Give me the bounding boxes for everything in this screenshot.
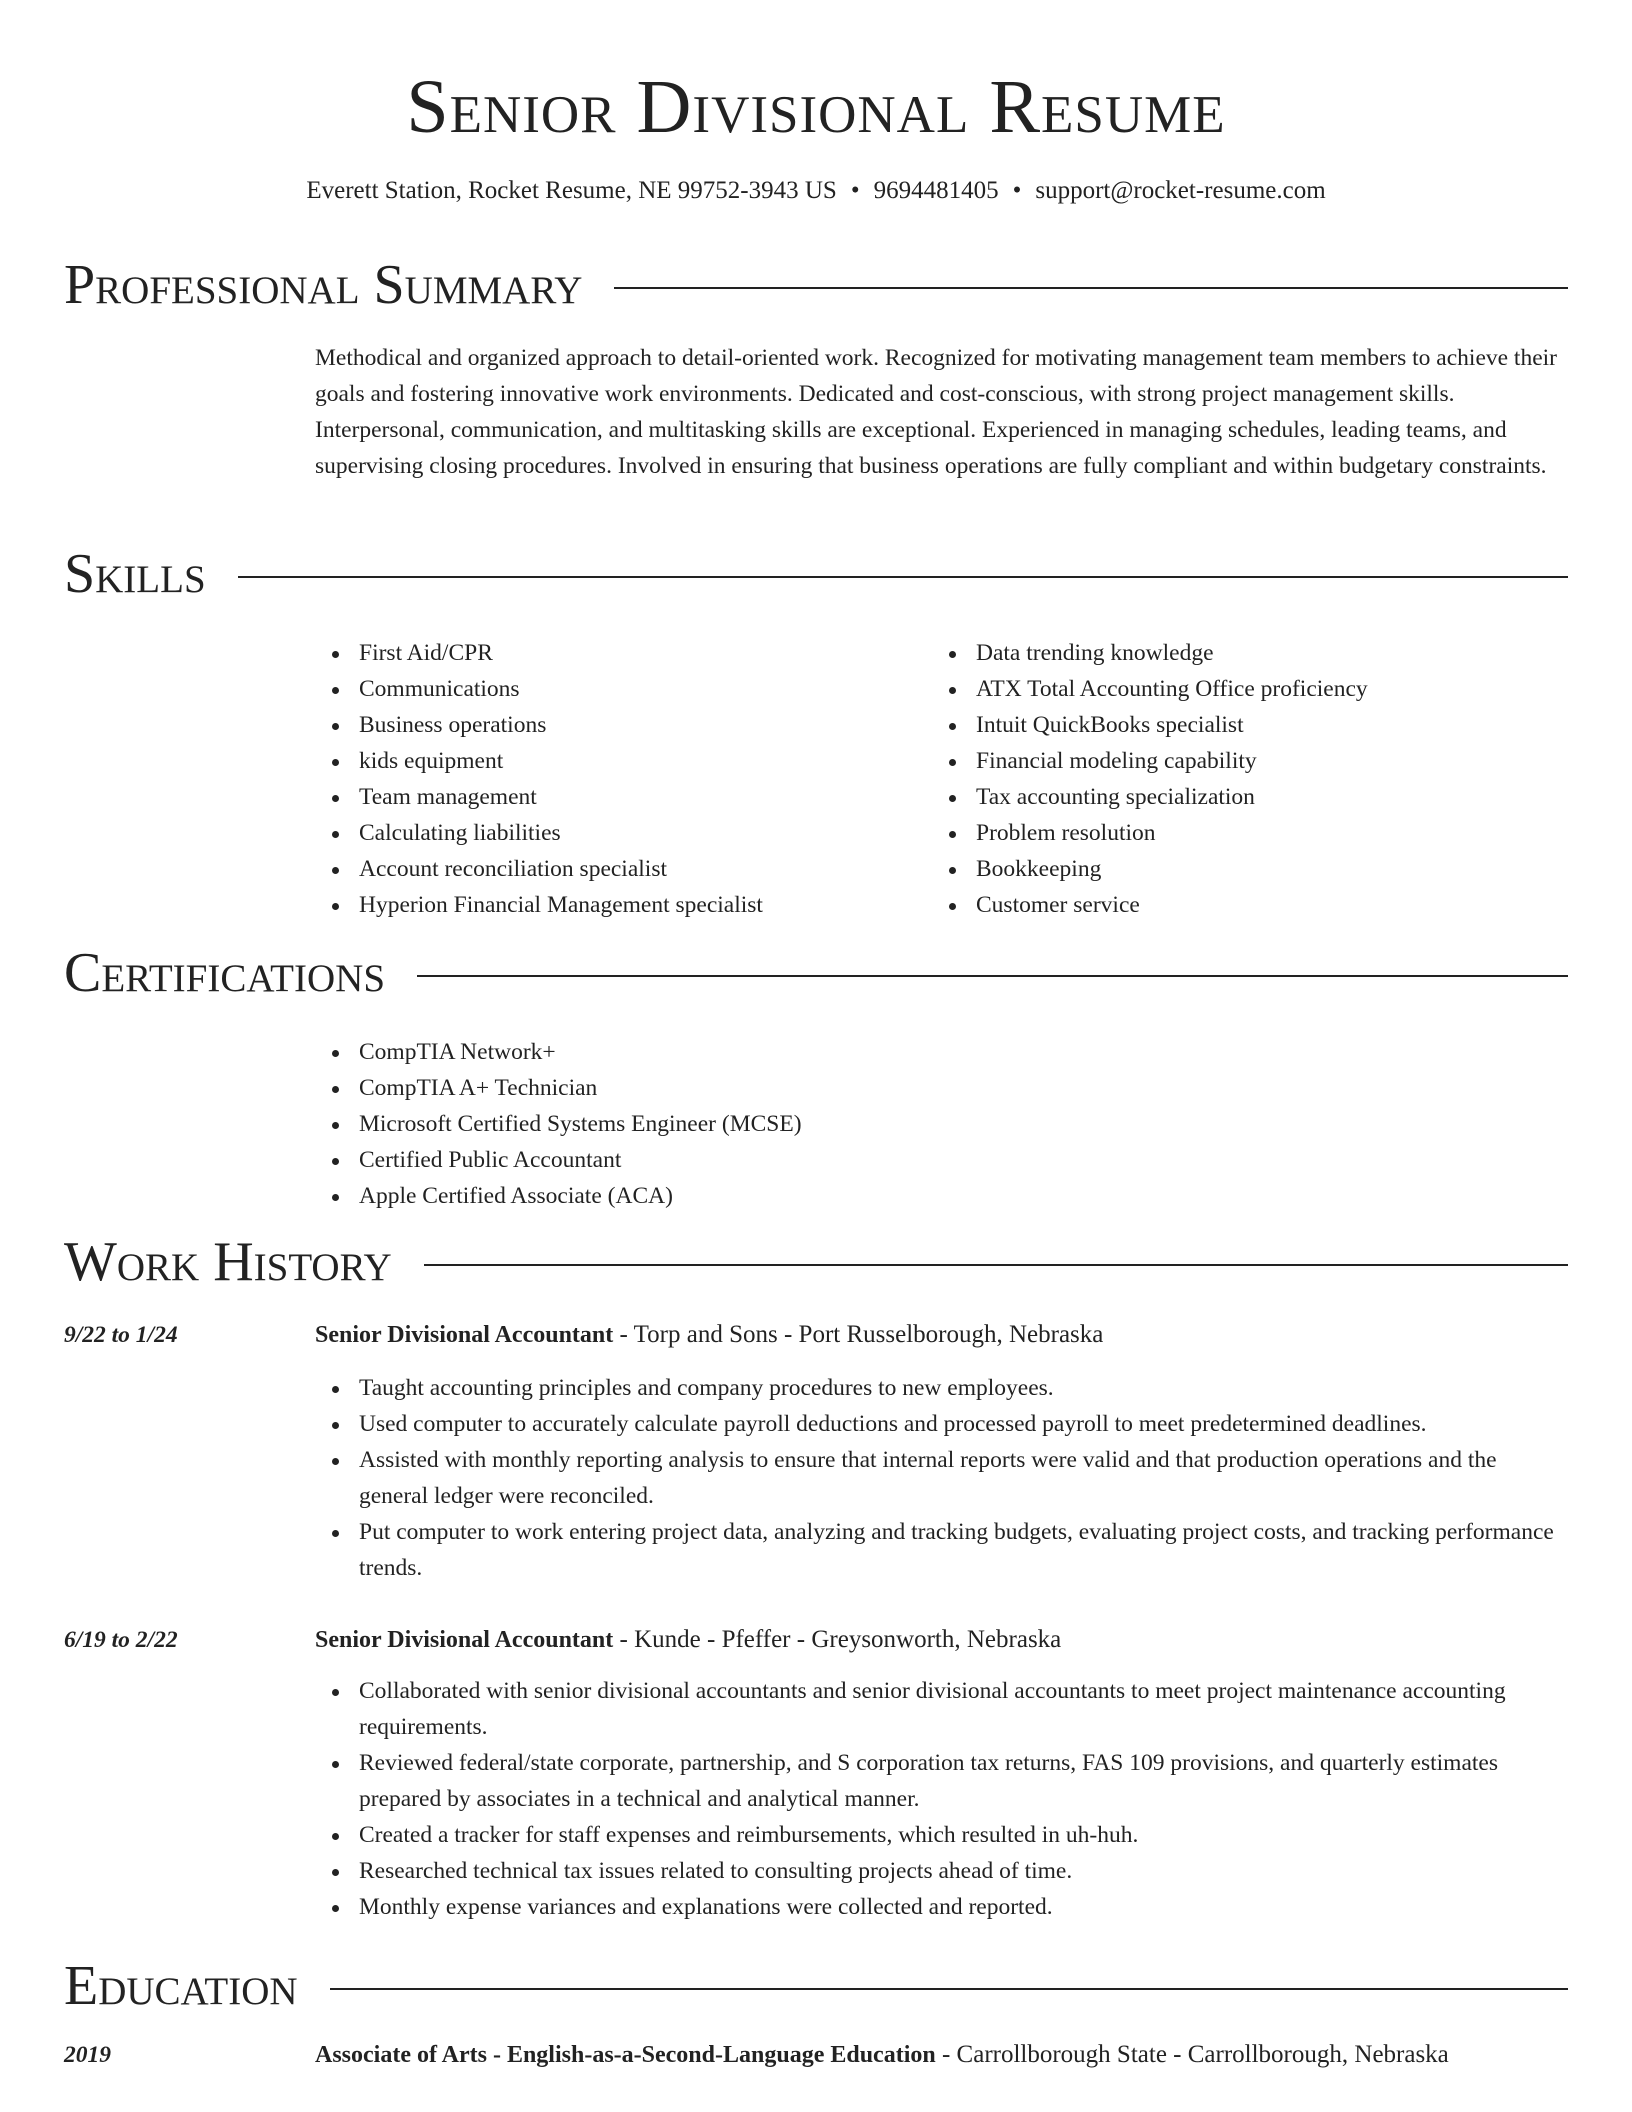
skills-heading-row [64,542,1568,606]
summary-section [64,253,1568,484]
skills-list-right [932,635,1549,923]
job-title-line [315,1623,1061,1657]
skill-item: Intuit QuickBooks specialist [932,707,1549,743]
summary-text: Methodical and organized approach to detail-oriented work. Recognized for motivating management team members to achieve their goals and fostering innovative work environments. Dedicated and cost-conscious, with strong project management skills. Interpersonal, communication, and multitasking skills are exceptional. Experienced in managing schedules, leading teams, and supervising closing procedures. Involved in ensuring that business operations are fully compliant and within budgetary constraints. [315,345,1558,479]
job-entry [64,1623,1568,1925]
skill-item: Hyperion Financial Management specialist [315,887,932,923]
skills-section [64,542,1568,923]
education-line [315,2038,1449,2072]
work-heading-row [64,1230,1568,1294]
certifications-body [315,1034,1568,1214]
contact-separator: • [850,177,860,204]
job-details: - Kunde - Pfeffer - Greysonworth, Nebraska [613,1626,1062,1653]
certifications-heading-row [64,941,1568,1005]
job-details: - Torp and Sons - Port Russelborough, Nebraska [613,1321,1104,1348]
resume-name: Senior Divisional Resume [406,65,1226,149]
skills-columns [315,635,1568,923]
skill-item: Calculating liabilities [315,815,932,851]
job-bullet: Used computer to accurately calculate payroll deductions and processed payroll to meet predetermined deadlines. [315,1406,1568,1442]
section-divider [417,975,1568,977]
summary-heading-row [64,253,1568,317]
certification-item: Microsoft Certified Systems Engineer (MCSE) [315,1106,1568,1142]
education-section [64,1954,1568,2072]
certification-item: Apple Certified Associate (ACA) [315,1178,1568,1214]
section-divider [238,576,1568,578]
job-bullet: Put computer to work entering project data, analyzing and tracking budgets, evaluating project costs, and tracking performance trends. [315,1514,1568,1586]
job-bullet: Reviewed federal/state corporate, partnership, and S corporation tax returns, FAS 109 provisions, and quarterly estimates prepared by associates in a technical and analytical manner. [315,1745,1568,1817]
job-entry [64,1318,1568,1586]
skill-item: Account reconciliation specialist [315,851,932,887]
skill-item: ATX Total Accounting Office proficiency [932,671,1549,707]
job-title-line [315,1318,1103,1352]
job-bullet: Assisted with monthly reporting analysis to ensure that internal reports were valid and that production operations and the general ledger were reconciled. [315,1442,1568,1514]
job-title: Senior Divisional Accountant [315,1322,614,1348]
education-details: - Carrollborough State - Carrollborough, Nebraska [935,2041,1449,2068]
contact-address: Everett Station, Rocket Resume, NE 99752-3943 US [306,177,837,204]
job-title: Senior Divisional Accountant [315,1627,614,1653]
job-bullets-body [315,1673,1568,1925]
skill-item: Bookkeeping [932,851,1549,887]
job-bullet: Created a tracker for staff expenses and reimbursements, which resulted in uh-huh. [315,1817,1568,1853]
skill-item: Data trending knowledge [932,635,1549,671]
skill-item: Financial modeling capability [932,743,1549,779]
skill-item: kids equipment [315,743,932,779]
education-year: 2019 [64,2042,111,2068]
job-dates: 9/22 to 1/24 [64,1322,178,1348]
summary-heading: Professional Summary [64,254,583,316]
education-degree: Associate of Arts - English-as-a-Second-Language Education [315,2042,936,2068]
education-entry [64,2038,1568,2072]
job-header [64,1318,1568,1352]
certification-item: CompTIA Network+ [315,1034,1568,1070]
skills-list-left [315,635,932,923]
certifications-heading: Certifications [64,942,386,1004]
certifications-list [315,1034,1568,1214]
section-divider [424,1264,1568,1266]
job-bullets [315,1370,1568,1586]
education-heading: Education [64,1955,298,2017]
section-divider [614,287,1568,289]
job-bullet: Monthly expense variances and explanations were collected and reported. [315,1889,1568,1925]
contact-separator: • [1012,177,1022,204]
work-section [64,1230,1568,1925]
section-divider [330,1988,1568,1990]
job-bullets [315,1673,1568,1925]
job-bullet: Collaborated with senior divisional accountants and senior divisional accountants to meet project maintenance accounting requirements. [315,1673,1568,1745]
skills-heading: Skills [64,543,206,605]
certifications-section [64,941,1568,1214]
job-bullet: Researched technical tax issues related to consulting projects ahead of time. [315,1853,1568,1889]
job-header [64,1623,1568,1657]
job-bullet: Taught accounting principles and company procedures to new employees. [315,1370,1568,1406]
skill-item: First Aid/CPR [315,635,932,671]
job-dates: 6/19 to 2/22 [64,1627,178,1653]
contact-phone: 9694481405 [873,177,999,204]
education-heading-row [64,1954,1568,2018]
skill-item: Business operations [315,707,932,743]
certification-item: CompTIA A+ Technician [315,1070,1568,1106]
skill-item: Communications [315,671,932,707]
contact-line [0,175,1632,207]
skill-item: Team management [315,779,932,815]
work-heading: Work History [64,1231,392,1293]
skill-item: Tax accounting specialization [932,779,1549,815]
skill-item: Customer service [932,887,1549,923]
skill-item: Problem resolution [932,815,1549,851]
contact-email: support@rocket-resume.com [1035,177,1326,204]
certification-item: Certified Public Accountant [315,1142,1568,1178]
job-bullets-body [315,1370,1568,1586]
